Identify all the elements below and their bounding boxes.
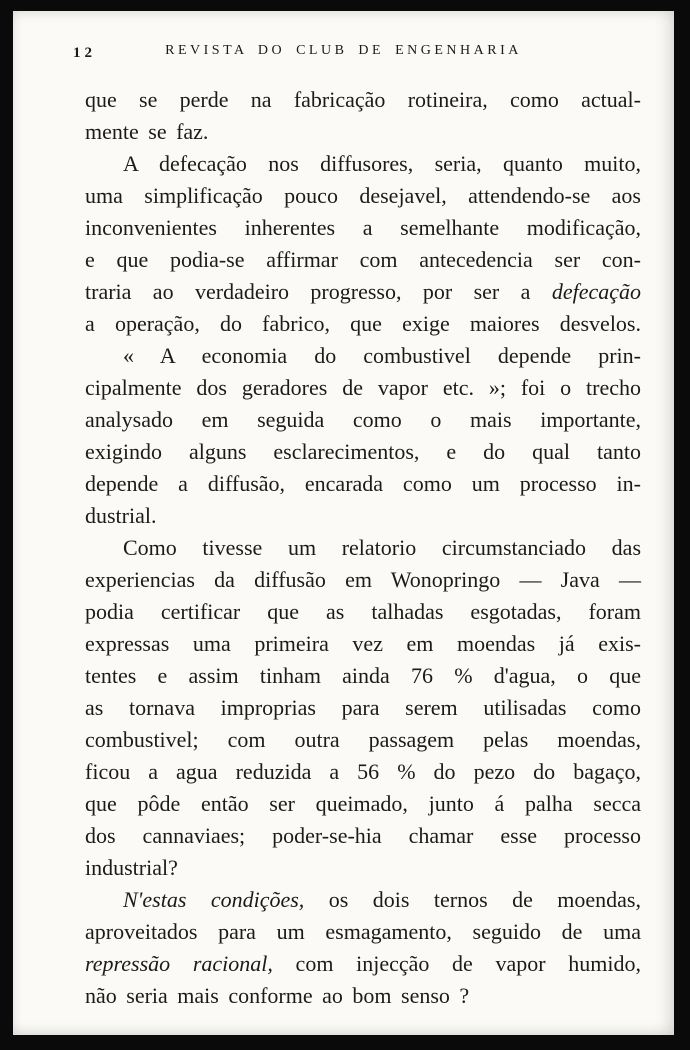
text-line <box>85 308 641 340</box>
text-line <box>85 564 641 596</box>
text-block <box>85 84 641 1012</box>
text-line <box>85 500 641 532</box>
body-text: inconvenientes inherentes a semelhante modificação, <box>85 215 641 240</box>
text-line <box>85 820 641 852</box>
body-text: os dois ternos de moendas, <box>304 887 641 912</box>
body-text: experiencias da diffusão em Wonopringo — Java — <box>85 567 641 592</box>
body-text: e que podia-se affirmar com antecedencia ser con- <box>85 247 641 272</box>
text-line <box>85 116 641 148</box>
text-line <box>85 980 641 1012</box>
text-line <box>85 660 641 692</box>
text-line <box>85 852 641 884</box>
text-line <box>85 244 641 276</box>
body-text: industrial? <box>85 855 178 880</box>
text-line <box>85 212 641 244</box>
running-head <box>13 43 674 65</box>
text-line <box>85 692 641 724</box>
text-line <box>85 468 641 500</box>
text-line <box>85 404 641 436</box>
text-line <box>85 884 641 916</box>
body-text: que pôde então ser queimado, junto á palha secca <box>85 791 641 816</box>
body-text: dos cannaviaes; poder-se-hia chamar esse processo <box>85 823 641 848</box>
body-text: mente se faz. <box>85 119 209 144</box>
text-line <box>85 948 641 980</box>
body-text: expressas uma primeira vez em moendas já exis- <box>85 631 641 656</box>
page-number: 12 <box>73 45 96 61</box>
body-text: Como tivesse um relatorio circumstanciado das <box>123 535 641 560</box>
body-text: cipalmente dos geradores de vapor etc. »; foi o trecho <box>85 375 641 400</box>
text-line <box>85 276 641 308</box>
body-text: tentes e assim tinham ainda 76 % d'agua, o que <box>85 663 641 688</box>
body-text: podia certificar que as talhadas esgotadas, foram <box>85 599 641 624</box>
text-line <box>85 436 641 468</box>
body-text: ficou a agua reduzida a 56 % do pezo do bagaço, <box>85 759 641 784</box>
body-text: as tornava improprias para serem utilisadas como <box>85 695 641 720</box>
body-text: não seria mais conforme ao bom senso ? <box>85 983 470 1008</box>
body-text: com injecção de vapor humido, <box>272 951 641 976</box>
emphasized-text: repressão racional, <box>85 951 273 976</box>
body-text: analysado em seguida como o mais importante, <box>85 407 641 432</box>
body-text: « A economia do combustivel depende prin- <box>123 343 641 368</box>
text-line <box>85 788 641 820</box>
body-text: uma simplificação pouco desejavel, attendendo-se aos <box>85 183 641 208</box>
body-text: combustivel; com outra passagem pelas moendas, <box>85 727 641 752</box>
text-line <box>85 84 641 116</box>
emphasized-text: N'estas condições, <box>123 887 305 912</box>
text-line <box>85 532 641 564</box>
body-text: exigindo alguns esclarecimentos, e do qual tanto <box>85 439 641 464</box>
text-line <box>85 340 641 372</box>
text-line <box>85 596 641 628</box>
body-text: aproveitados para um esmagamento, seguido de uma <box>85 919 641 944</box>
text-line <box>85 148 641 180</box>
body-text: dustrial. <box>85 503 157 528</box>
text-line <box>85 724 641 756</box>
text-line <box>85 180 641 212</box>
body-text: A defecação nos diffusores, seria, quanto muito, <box>123 151 641 176</box>
text-line <box>85 756 641 788</box>
text-line <box>85 628 641 660</box>
text-line <box>85 916 641 948</box>
text-line <box>85 372 641 404</box>
journal-title: REVISTA DO CLUB DE ENGENHARIA <box>165 43 522 58</box>
body-text: depende a diffusão, encarada como um processo in- <box>85 471 641 496</box>
emphasized-text: defecação <box>551 279 641 304</box>
document-page <box>13 11 674 1035</box>
body-text: que se perde na fabricação rotineira, como actual- <box>85 87 641 112</box>
body-text: traria ao verdadeiro progresso, por ser a <box>85 279 552 304</box>
body-text: a operação, do fabrico, que exige maiores desvelos. <box>85 311 641 336</box>
